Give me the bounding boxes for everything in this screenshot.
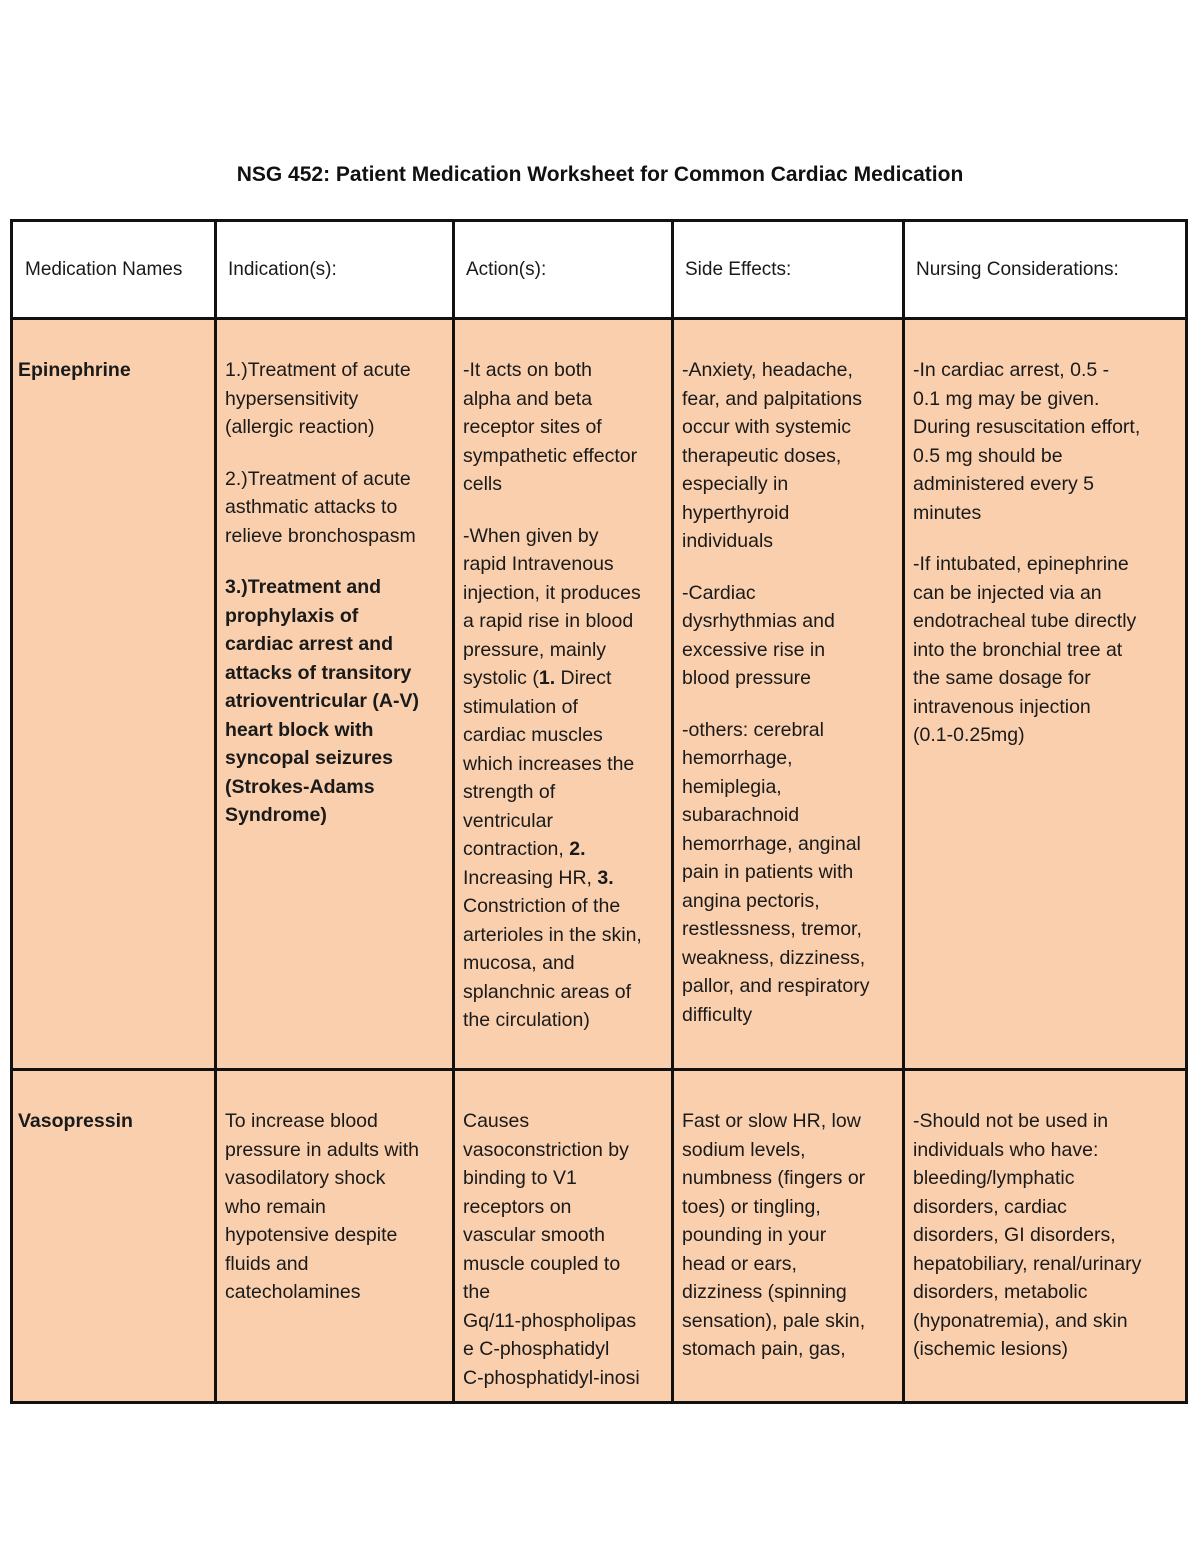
header-row — [12, 221, 1187, 319]
side-effect-2: -Cardiac dysrhythmias and excessive rise in blood pressure — [682, 581, 835, 689]
header-nursing-considerations: Nursing Considerations: — [904, 221, 1187, 319]
indication-text: To increase blood pressure in adults with vasodilatory shock who remain hypotensive despite fluids and catecholamines — [225, 1110, 420, 1303]
side-effect-3: -others: cerebral hemorrhage, hemiplegia, subarachnoid hemorrhage, anginal pain in patients with angina pectoris, restlessness, tremor, weakness, dizziness, pallor, and respiratory difficulty — [682, 718, 870, 1026]
page-title: NSG 452: Patient Medication Worksheet for Common Cardiac Medication — [236, 163, 964, 186]
medication-name-cell — [12, 319, 216, 1070]
side-effects-text: Fast or slow HR, low sodium levels, numbness (fingers or toes) or tingling, pounding in your head or ears, dizziness (spinning sensation), pale skin, stomach pain, gas, — [682, 1110, 866, 1360]
actions-cell — [454, 1070, 673, 1403]
side-effect-1: -Anxiety, headache, fear, and palpitations occur with systemic therapeutic doses, especially in hyperthyroid individuals — [682, 359, 862, 552]
nursing-text: -Should not be used in individuals who have: bleeding/lymphatic disorders, cardiac disorders, GI disorders, hepatobiliary, renal/urinary disorders, metabolic (hyponatremia), and skin (ischemic lesions) — [913, 1110, 1142, 1360]
medication-name-cell — [12, 1070, 216, 1403]
medication-name: Epinephrine — [18, 359, 131, 381]
table-row-epinephrine — [12, 319, 1187, 1070]
nursing-consideration-1: -In cardiac arrest, 0.5 - 0.1 mg may be given. During resuscitation effort, 0.5 mg should be administered every 5 minutes — [913, 359, 1141, 524]
medication-name: Vasopressin — [18, 1110, 133, 1132]
nursing-considerations-cell — [904, 1070, 1187, 1403]
indication-3: 3.)Treatment and prophylaxis of cardiac arrest and attacks of transitory atrioventricular (A-V) heart block with syncopal seizures (Strokes-Adams Syndrome) — [225, 576, 419, 826]
indication-2: 2.)Treatment of acute asthmatic attacks to relieve bronchospasm — [225, 467, 416, 547]
medication-table — [10, 219, 1188, 1404]
indications-cell — [216, 319, 454, 1070]
side-effects-cell — [673, 319, 904, 1070]
header-actions: Action(s): — [454, 221, 673, 319]
action-1: -It acts on both alpha and beta receptor sites of sympathetic effector cells — [463, 359, 638, 495]
indication-1: 1.)Treatment of acute hypersensitivity (allergic reaction) — [225, 359, 411, 438]
side-effects-cell — [673, 1070, 904, 1403]
nursing-considerations-cell — [904, 319, 1187, 1070]
actions-cell — [454, 319, 673, 1070]
nursing-consideration-2: -If intubated, epinephrine can be injected via an endotracheal tube directly into the bronchial tree at the same dosage for intravenous injection (0.1-0.25mg) — [913, 553, 1137, 746]
header-indications: Indication(s): — [216, 221, 454, 319]
indications-cell — [216, 1070, 454, 1403]
action-text: Causes vasoconstriction by binding to V1 receptors on vascular smooth muscle coupled to the Gq/11-phospholipas e C-phosphatidyl C-phosphatidyl-inosi — [463, 1110, 640, 1389]
action-2: -When given by rapid Intravenous injection, it produces a rapid rise in blood pressure, mainly systolic (1. Direct stimulation of cardiac muscles which increases the strength of ventricular contraction, 2. Increasing HR, 3. Constriction of the arterioles in the skin, mucosa, and splanchnic areas of the circulation) — [463, 524, 642, 1031]
header-side-effects: Side Effects: — [673, 221, 904, 319]
header-medication-names: Medication Names — [12, 221, 216, 319]
table-row-vasopressin — [12, 1070, 1187, 1403]
